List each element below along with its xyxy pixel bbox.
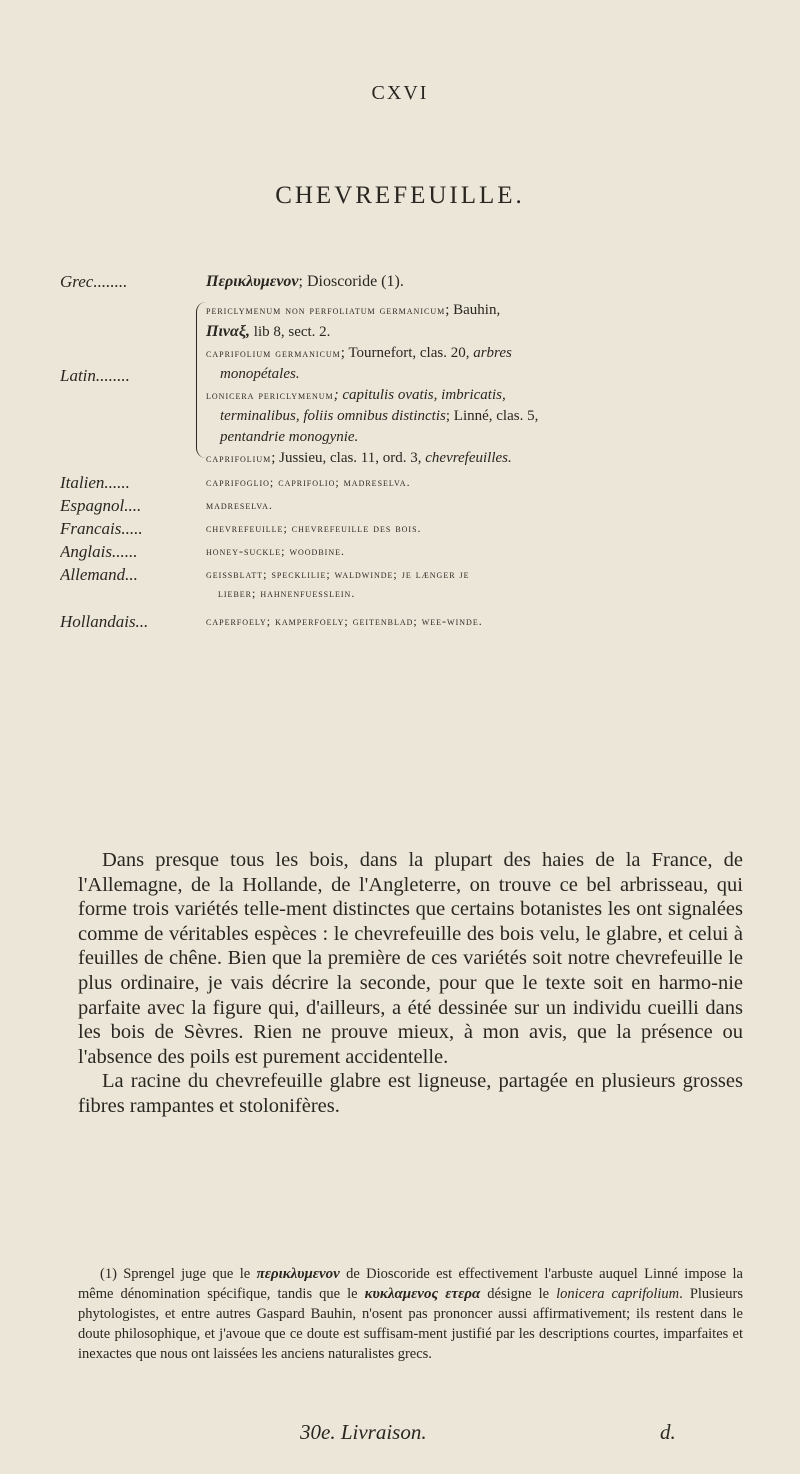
footnote-greek-1: περικλυμενον — [256, 1266, 340, 1282]
footnote-text-2: de Dioscoride est effectivement l'arbuste auquel Linné impose la même dénomination spécifique, tandis que le — [78, 1266, 743, 1302]
lang-label-latin: Latin........ — [60, 366, 130, 385]
latin-source-1: ; Bauhin, — [445, 302, 501, 318]
latin-class-4: monopétales. — [220, 366, 300, 382]
latin-name-3: caprifolium germanicum — [206, 346, 341, 360]
latin-name-5: lonicera periclymenum — [206, 388, 334, 402]
latin-name-8: caprifolium — [206, 451, 272, 465]
latin-source-2: lib 8, sect. 2. — [250, 324, 331, 340]
footnote-species: lonicera caprifolium — [556, 1286, 680, 1302]
allemand-names-2: lieber; hahnenfuesslein. — [218, 586, 356, 600]
footnote-text-3: désigne le — [480, 1286, 557, 1302]
francais-names: chevrefeuille; chevrefeuille des bois. — [206, 521, 422, 535]
allemand-names-1: geissblatt; specklilie; waldwinde; je længer je — [206, 567, 470, 581]
synonymy-francais — [60, 519, 760, 539]
latin-family-8: chevrefeuilles. — [425, 450, 512, 466]
lang-label-italien: Italien...... — [60, 473, 130, 492]
footnote-text-1: (1) Sprengel juge que le — [100, 1266, 257, 1282]
synonymy-grec — [60, 272, 760, 292]
latin-source-8: ; Jussieu, clas. 11, ord. 3, — [271, 450, 426, 466]
latin-name-1: periclymenum non perfoliatum germanicum — [206, 303, 446, 317]
page-title: CHEVREFEUILLE. — [275, 182, 525, 209]
synonymy-anglais — [60, 542, 760, 562]
footnote-greek-2: κυκλαμενος ετερα — [364, 1286, 481, 1302]
synonymy-espagnol — [60, 496, 760, 516]
hollandais-names: caperfoely; kamperfoely; geitenblad; wee-winde. — [206, 614, 483, 628]
synonymy-allemand — [60, 565, 760, 603]
latin-source-3: ; Tournefort, clas. 20, — [340, 345, 474, 361]
greek-name: Περικλυμενον — [206, 273, 299, 290]
page-number: CXVI — [371, 82, 429, 104]
latin-class-3: arbres — [473, 345, 512, 361]
latin-diagnosis-6: terminalibus, foliis omnibus distinctis — [220, 408, 446, 424]
paragraph-1: Dans presque tous les bois, dans la plupart des haies de la France, de l'Allemagne, de la Hollande, de l'Angleterre, on trouve ce bel arbrisseau, qui forme trois variétés telle-ment distinctes que certains botanistes les ont signalées comme de véritables espèces : le chevrefeuille des bois velu, le glabre, et celui à feuilles de chêne. Bien que la première de ces variétés soit notre chevrefeuille le plus ordinaire, je vais décrire la seconde, pour que le texte soit en harmo-nie parfaite avec la figure qui, d'ailleurs, a été dessinée sur un individu cueilli dans les bois de Sèvres. Rien ne prouve mieux, à mon avis, que la présence ou l'absence des poils est purement accidentelle. — [78, 849, 743, 1068]
lang-label-grec: Grec........ — [60, 272, 128, 291]
lang-label-anglais: Anglais...... — [60, 542, 138, 561]
signature-mark: d. — [660, 1420, 676, 1444]
main-text — [78, 848, 743, 1119]
latin-source-6: ; Linné, clas. 5, — [445, 408, 539, 424]
italien-names: caprifoglio; caprifolio; madreselva. — [206, 475, 411, 489]
paragraph-2: La racine du chevrefeuille glabre est ligneuse, partagée en plusieurs grosses fibres rampantes et stolonifères. — [78, 1070, 743, 1117]
anglais-names: honey-suckle; woodbine. — [206, 544, 345, 558]
latin-diagnosis-5: ; capitulis ovatis, imbricatis, — [333, 387, 506, 403]
synonymy-latin — [60, 300, 760, 469]
lang-label-hollandais: Hollandais... — [60, 612, 149, 631]
livraison-mark: 30e. Livraison. — [300, 1420, 427, 1444]
latin-brace — [196, 302, 207, 458]
synonymy-hollandais — [60, 612, 760, 632]
latin-greek-title: Πιναξ, — [206, 323, 251, 340]
lang-label-francais: Francais..... — [60, 519, 143, 538]
synonymy-italien — [60, 473, 760, 493]
lang-label-espagnol: Espagnol.... — [60, 496, 142, 515]
footnote-text-4: . Plusieurs phytologistes, et entre autres Gaspard Bauhin, n'osent pas prononcer aussi affirmativement; ils restent dans le doute philosophique, et j'avoue que ce doute est suffisam-ment justifié par les descriptions courtes, imparfaites et inexactes que nous ont laissées les anciens naturalistes grecs. — [78, 1286, 743, 1362]
lang-label-allemand: Allemand... — [60, 565, 138, 584]
latin-class-7: pentandrie monogynie. — [220, 429, 359, 445]
footnote — [78, 1264, 743, 1364]
grec-source: ; Dioscoride (1). — [298, 273, 404, 290]
espagnol-names: madreselva. — [206, 498, 273, 512]
